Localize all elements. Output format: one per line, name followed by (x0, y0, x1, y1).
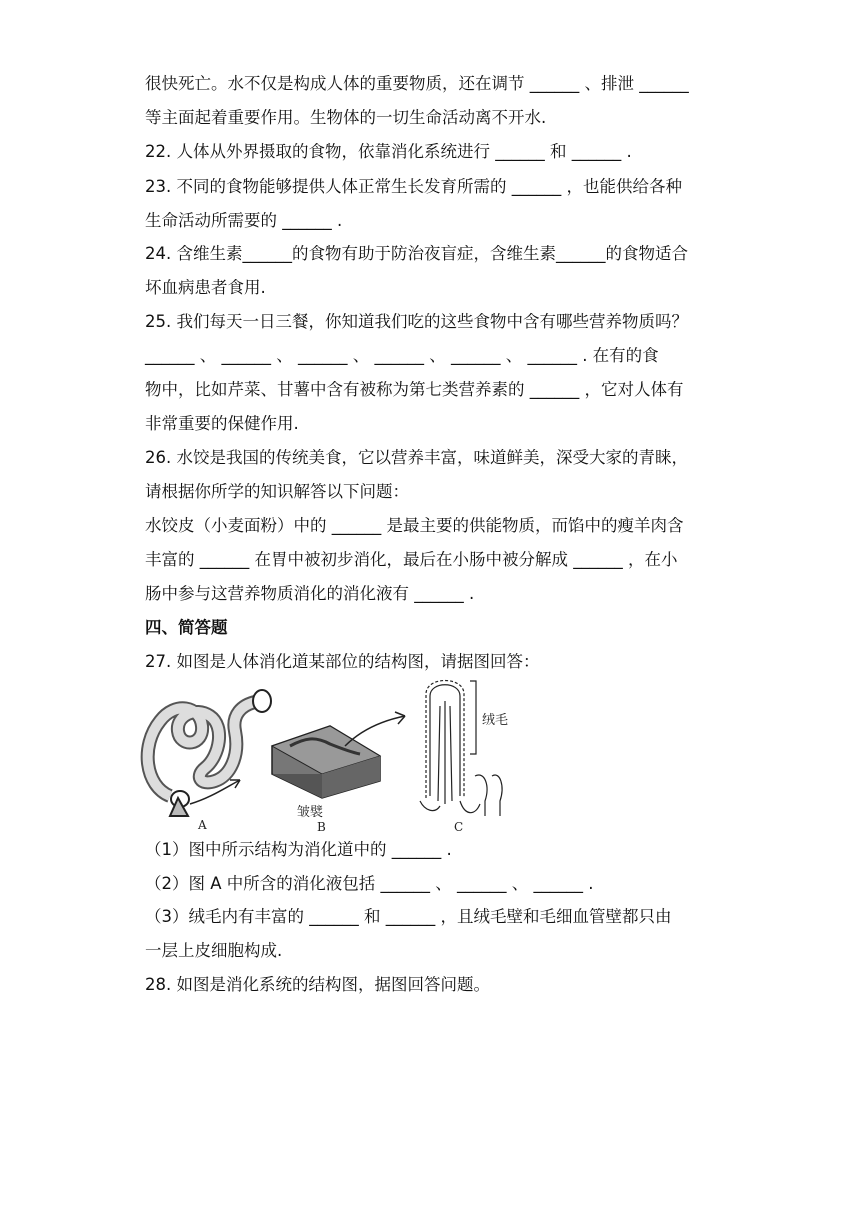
section-heading: 四、简答题 (145, 618, 228, 637)
question-27: 27. 如图是人体消化道某部位的结构图，请据图回答： (145, 652, 540, 671)
text-line: 非常重要的保健作用. (145, 414, 299, 433)
text-line: 物中，比如芹菜、甘薯中含有被称为第七类营养素的 ______ ，它对人体有 (145, 380, 684, 399)
question-22: 22. 人体从外界摄取的食物，依靠消化系统进行 ______ 和 ______ . (145, 142, 632, 161)
figure-label-b: B (317, 820, 326, 834)
figure-label-c: C (454, 820, 464, 834)
question-26: 26. 水饺是我国的传统美食，它以营养丰富，味道鲜美，深受大家的青睐， (145, 448, 688, 467)
text-line: 生命活动所需要的 ______ . (145, 211, 343, 230)
question-28: 28. 如图是消化系统的结构图，据图回答问题。 (145, 975, 490, 994)
digestive-structure-figure (140, 676, 540, 836)
text-line: 很快死亡。水不仅是构成人体的重要物质，还在调节 ______ 、排泄 ______ (145, 74, 689, 93)
figure-c-villus (420, 681, 502, 817)
text-line: 坏血病患者食用. (145, 278, 266, 297)
text-line: ______ 、 ______ 、 ______ 、 ______ 、 ______ 、 ______ . 在有的食 (145, 346, 659, 365)
question-25: 25. 我们每天一日三餐，你知道我们吃的这些食物中含有哪些营养物质吗？ (145, 312, 688, 331)
figure-label-a: A (198, 818, 207, 832)
text-line: 丰富的 ______ 在胃中被初步消化，最后在小肠中被分解成 ______ ，在小 (145, 550, 678, 569)
sub-question-1: （1）图中所示结构为消化道中的 ______ . (145, 840, 452, 859)
sub-question-2: （2）图 A 中所含的消化液包括 ______ 、 ______ 、 ______ . (145, 874, 594, 893)
sub-question-3: （3）绒毛内有丰富的 ______ 和 ______ ，且绒毛壁和毛细血管壁都只由 (145, 907, 672, 926)
text-line: 水饺皮（小麦面粉）中的 ______ 是最主要的供能物质，而馅中的瘦羊肉含 (145, 516, 684, 535)
figure-b-fold (272, 726, 380, 798)
label-fold: 皱襞 (297, 805, 324, 820)
text-line: 请根据你所学的知识解答以下问题： (145, 482, 409, 501)
text-line: 肠中参与这营养物质消化的消化液有 ______ . (145, 584, 475, 603)
text-line: 等主面起着重要作用。生物体的一切生命活动离不开水. (145, 108, 547, 127)
question-24: 24. 含维生素______的食物有助于防治夜盲症，含维生素______的食物适合 (145, 244, 688, 263)
label-villus: 绒毛 (482, 713, 509, 728)
question-23: 23. 不同的食物能够提供人体正常生长发育所需的 ______ ，也能供给各种 (145, 177, 682, 196)
text-line: 一层上皮细胞构成. (145, 941, 283, 960)
